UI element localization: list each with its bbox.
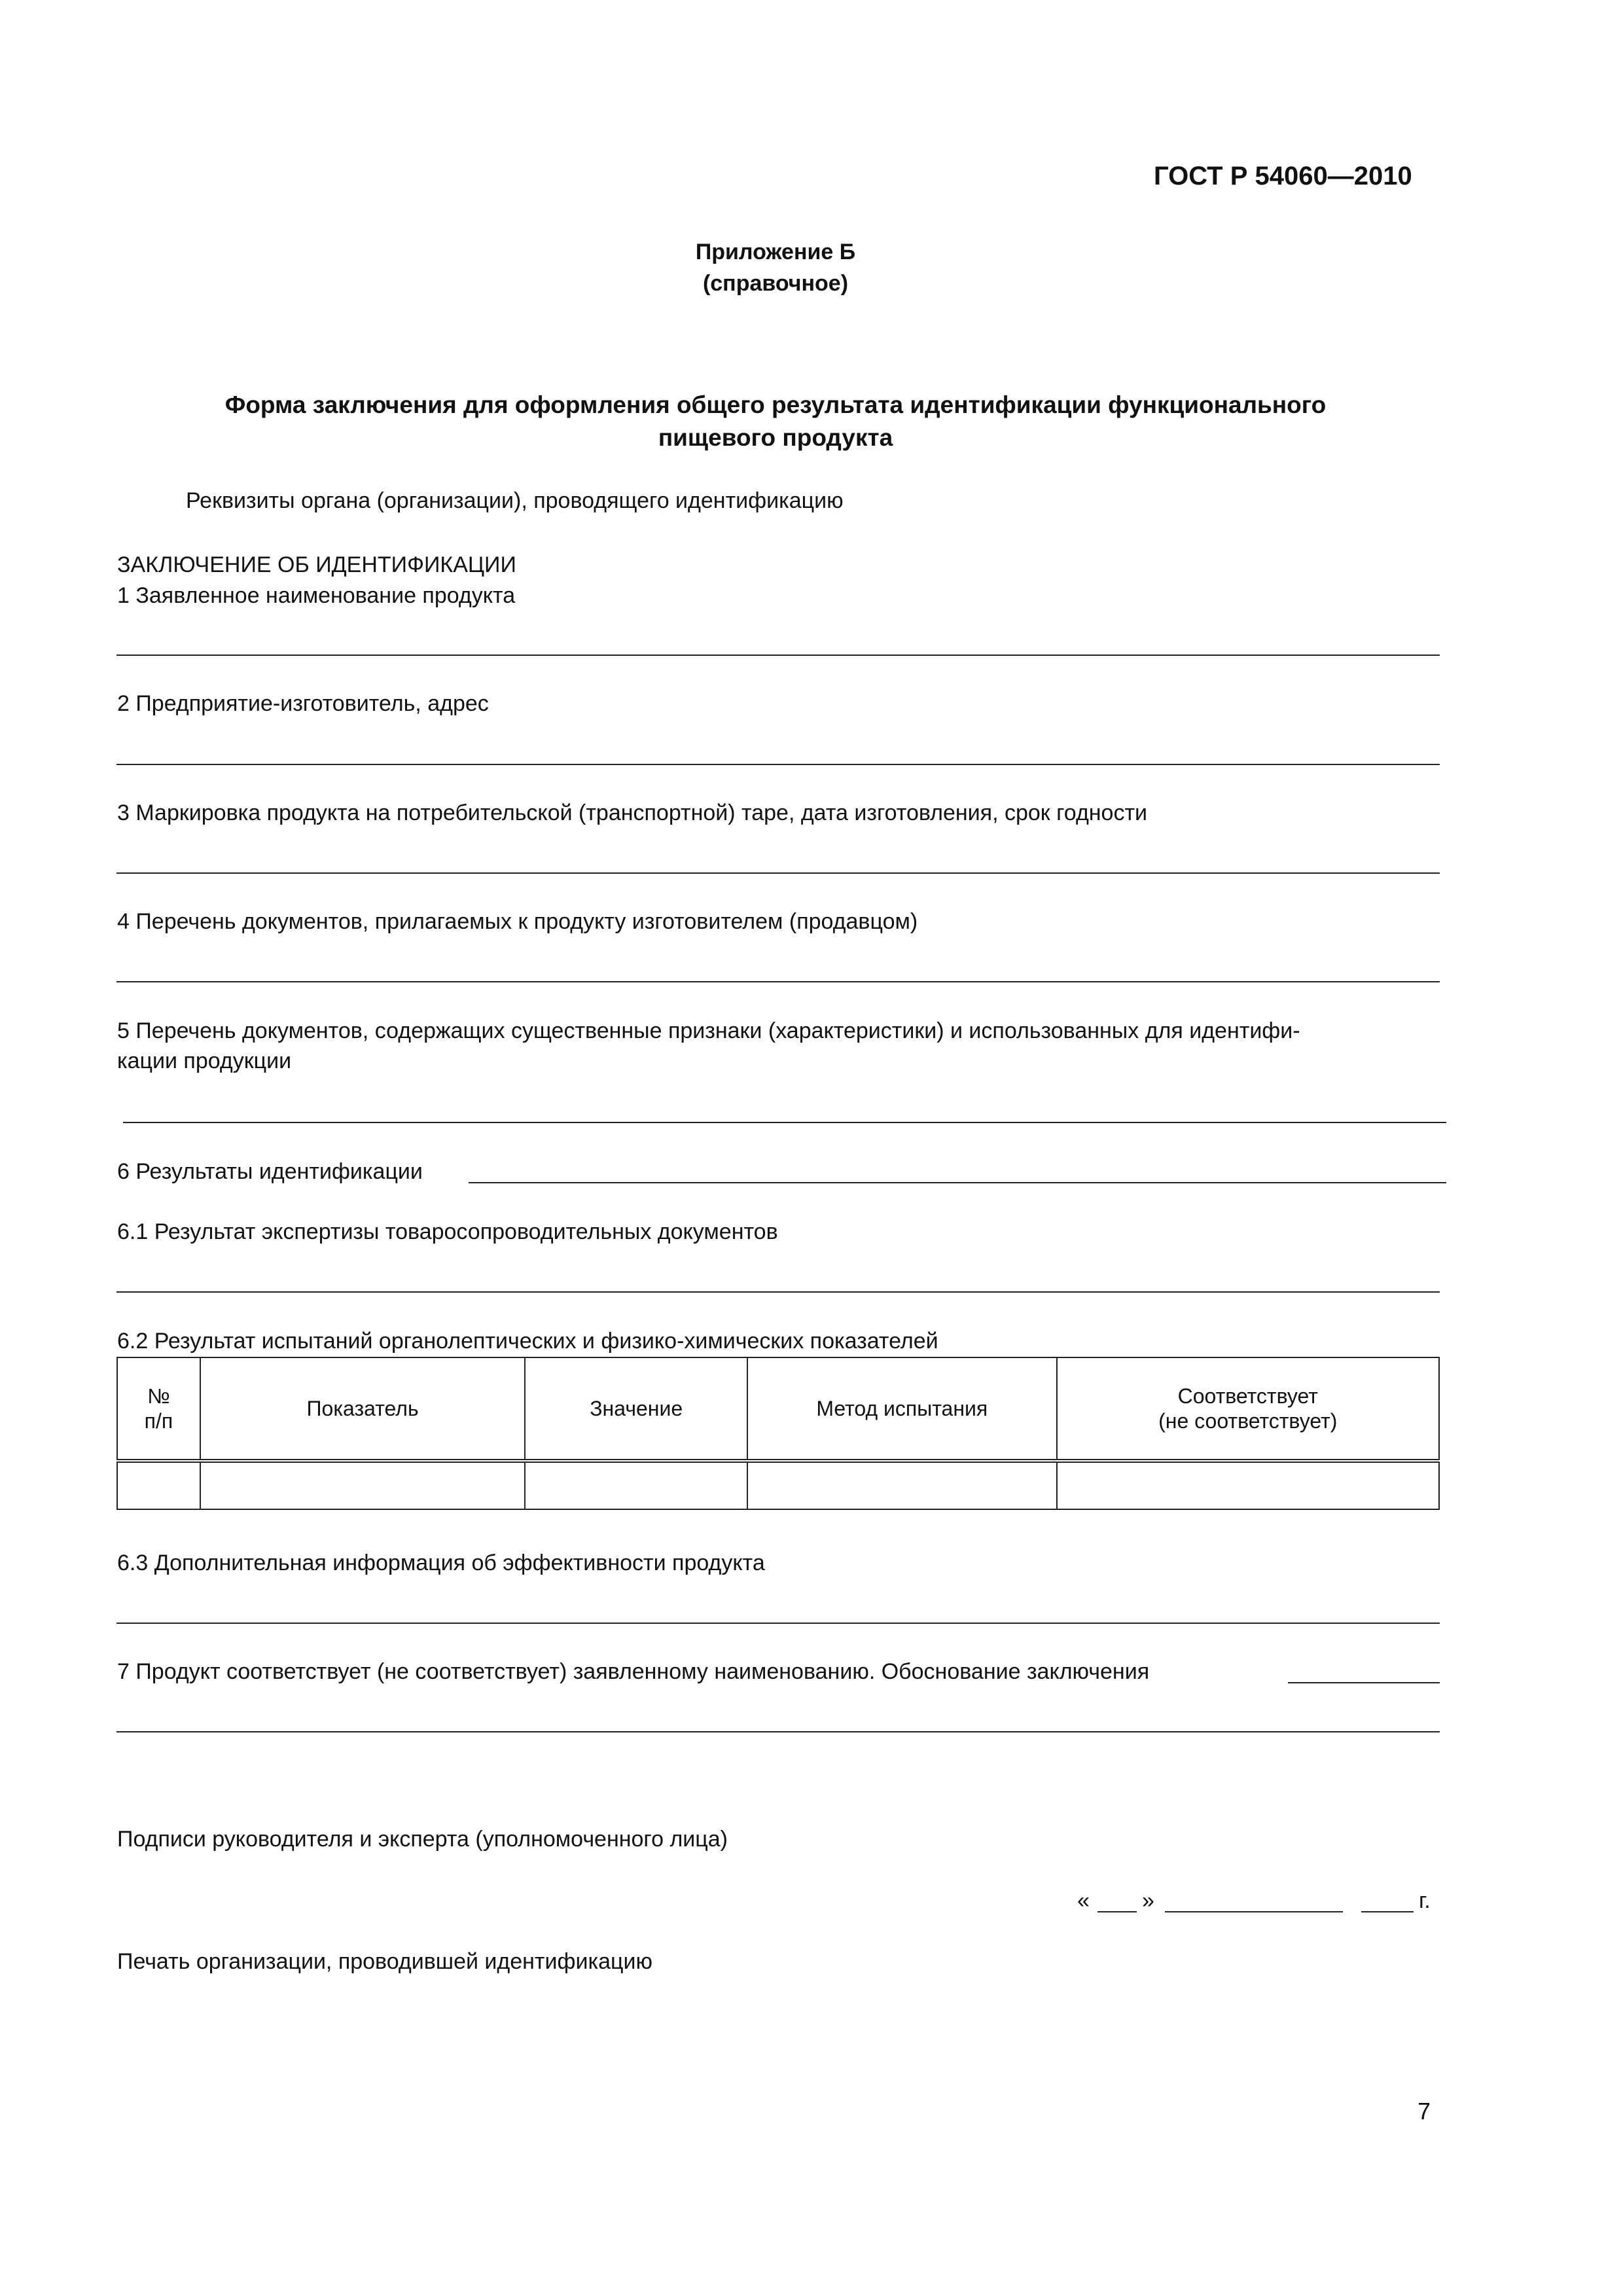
appendix-title: Приложение Б xyxy=(695,240,856,264)
item-7-fill-line[interactable] xyxy=(116,1731,1440,1732)
item-4-label: 4 Перечень документов, прилагаемых к продукту изготовителем (продавцом) xyxy=(117,909,918,934)
stamp-label: Печать организации, проводившей идентификацию xyxy=(117,1949,652,1974)
item-1-label: 1 Заявленное наименование продукта xyxy=(117,583,516,608)
col-number-line2: п/п xyxy=(144,1409,173,1433)
col-indicator-header: Показатель xyxy=(200,1357,525,1461)
results-table xyxy=(116,1357,1440,1510)
item-6-3-label: 6.3 Дополнительная информация об эффективности продукта xyxy=(117,1551,765,1575)
col-number-line1: № xyxy=(147,1384,170,1408)
item-5-fill-line[interactable] xyxy=(123,1122,1446,1123)
item-3-fill-line[interactable] xyxy=(116,872,1440,874)
item-5-label-line2: кации продукции xyxy=(117,1049,292,1073)
item-6-label: 6 Результаты идентификации xyxy=(117,1159,423,1184)
col-method-header: Метод испытания xyxy=(747,1357,1057,1461)
date-close-quote: » xyxy=(1142,1888,1154,1913)
item-5-label-line1: 5 Перечень документов, содержащих существенные признаки (характеристики) и использованных для идентифи- xyxy=(117,1018,1300,1043)
requisites-label: Реквизиты органа (организации), проводящего идентификацию xyxy=(186,488,844,513)
item-2-fill-line[interactable] xyxy=(116,764,1440,765)
date-year-suffix: г. xyxy=(1419,1888,1431,1913)
item-6-2-label: 6.2 Результат испытаний органолептических и физико-химических показателей xyxy=(117,1329,938,1354)
page-number: 7 xyxy=(1418,2098,1431,2125)
table-cell-indicator[interactable] xyxy=(200,1461,525,1509)
table-header-row xyxy=(117,1357,1439,1461)
item-7-label: 7 Продукт соответствует (не соответствует) заявленному наименованию. Обоснование заключения xyxy=(117,1659,1150,1684)
item-6-fill-line[interactable] xyxy=(469,1182,1446,1183)
col-number-header xyxy=(117,1357,200,1461)
form-title-line2: пищевого продукта xyxy=(658,424,893,451)
table-cell-conformity[interactable] xyxy=(1057,1461,1439,1509)
item-6-1-fill-line[interactable] xyxy=(116,1291,1440,1293)
conclusion-heading: ЗАКЛЮЧЕНИЕ ОБ ИДЕНТИФИКАЦИИ xyxy=(117,552,516,577)
col-value-header: Значение xyxy=(525,1357,747,1461)
item-7-inline-fill-line[interactable] xyxy=(1288,1682,1440,1683)
date-open-quote: « xyxy=(1077,1888,1090,1913)
item-3-label: 3 Маркировка продукта на потребительской (транспортной) таре, дата изготовления, срок годности xyxy=(117,800,1148,825)
date-day-line[interactable] xyxy=(1097,1911,1137,1912)
date-month-line[interactable] xyxy=(1165,1911,1343,1912)
signatures-label: Подписи руководителя и эксперта (уполномоченного лица) xyxy=(117,1827,728,1852)
item-1-fill-line[interactable] xyxy=(116,655,1440,656)
document-code: ГОСТ Р 54060—2010 xyxy=(1154,162,1412,190)
item-6-3-fill-line[interactable] xyxy=(116,1623,1440,1624)
col-conformity-line2: (не соответствует) xyxy=(1158,1409,1338,1433)
table-cell-value[interactable] xyxy=(525,1461,747,1509)
table-cell-method[interactable] xyxy=(747,1461,1057,1509)
date-year-line[interactable] xyxy=(1361,1911,1414,1912)
form-title-line1: Форма заключения для оформления общего результата идентификации функционального xyxy=(224,391,1327,418)
item-4-fill-line[interactable] xyxy=(116,981,1440,982)
table-row xyxy=(117,1461,1439,1509)
item-2-label: 2 Предприятие-изготовитель, адрес xyxy=(117,691,489,716)
appendix-note: (справочное) xyxy=(702,271,849,296)
item-6-1-label: 6.1 Результат экспертизы товаросопроводительных документов xyxy=(117,1219,778,1244)
table-cell-number[interactable] xyxy=(117,1461,200,1509)
col-conformity-header xyxy=(1057,1357,1439,1461)
col-conformity-line1: Соответствует xyxy=(1177,1384,1318,1408)
